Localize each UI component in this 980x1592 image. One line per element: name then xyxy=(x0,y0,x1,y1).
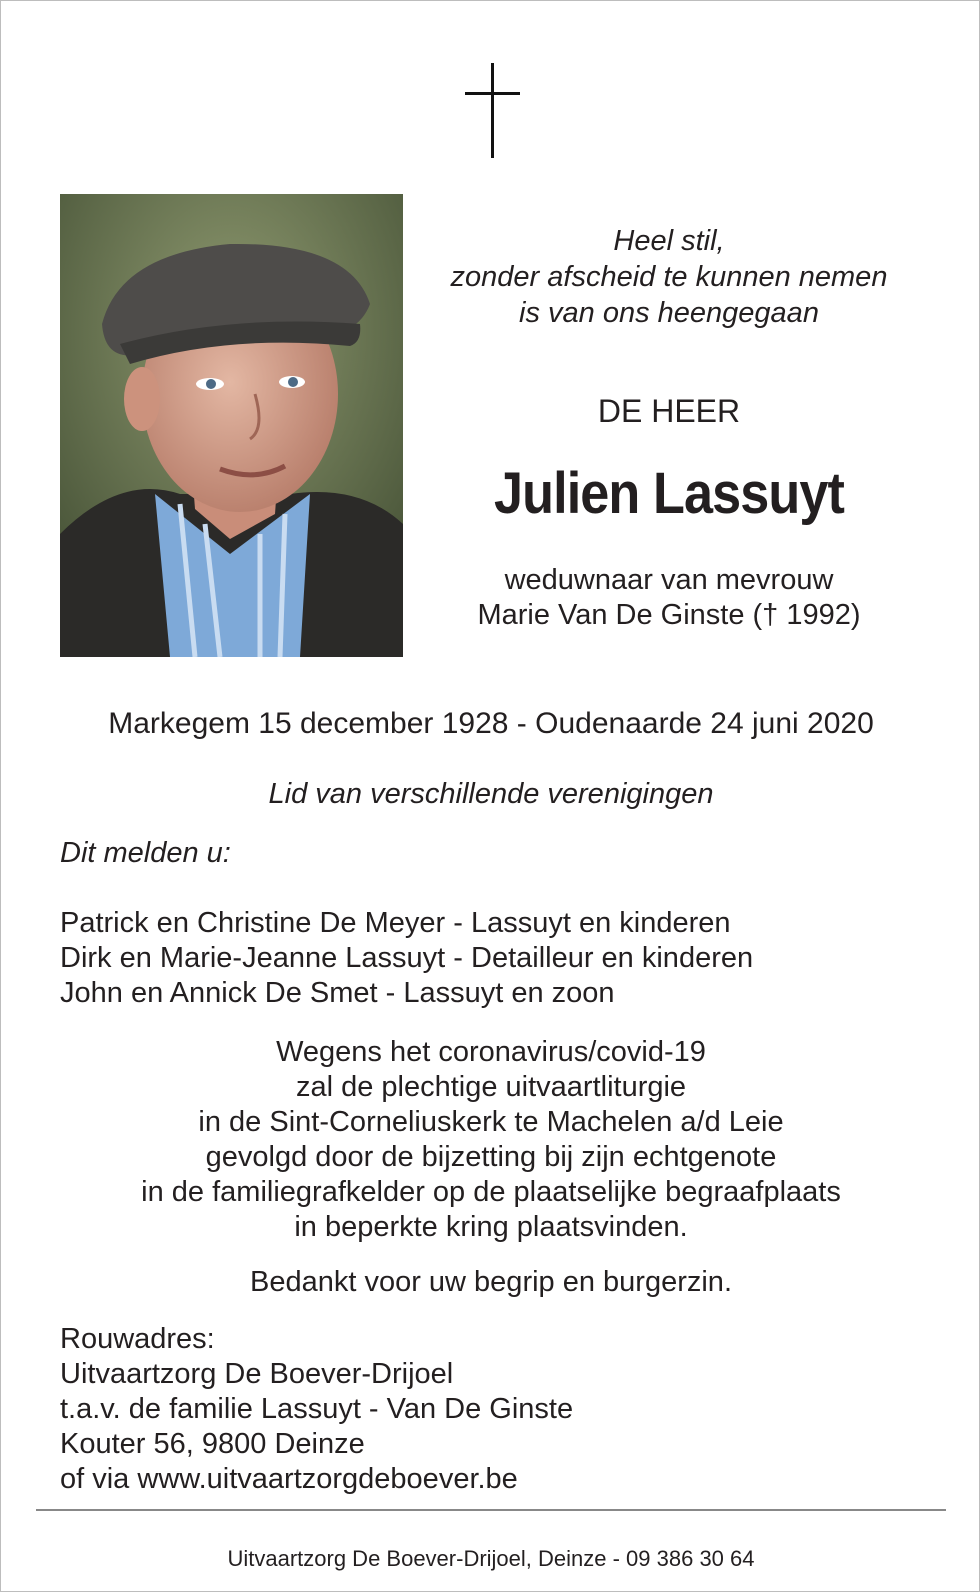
spouse-line-2: Marie Van De Ginste († 1992) xyxy=(477,599,861,631)
deceased-name: Julien Lassuyt xyxy=(493,461,845,526)
family-line: Dirk en Marie-Jeanne Lassuyt - Detailleur en kinderen xyxy=(60,942,754,974)
poem-line: is van ons heengegaan xyxy=(519,297,819,329)
family-line: John en Annick De Smet - Lassuyt en zoon xyxy=(60,977,615,1009)
notice-line: in de familiegrafkelder op de plaatselijke begraafplaats xyxy=(141,1176,841,1208)
thanks-note: Bedankt voor uw begrip en burgerzin. xyxy=(249,1266,732,1298)
announce-heading: Dit melden u: xyxy=(60,837,231,869)
notice-line: in de Sint-Corneliuskerk te Machelen a/d Leie xyxy=(198,1106,784,1138)
poem-line: zonder afscheid te kunnen nemen xyxy=(450,261,888,293)
poem xyxy=(409,223,929,331)
footer-divider xyxy=(36,1509,946,1511)
footer-contact: Uitvaartzorg De Boever-Drijoel, Deinze - 09 386 30 64 xyxy=(227,1546,755,1571)
address-line: Uitvaartzorg De Boever-Drijoel xyxy=(60,1358,454,1390)
address-line: Kouter 56, 9800 Deinze xyxy=(60,1428,365,1460)
deceased-title: DE HEER xyxy=(597,393,741,429)
membership-note: Lid van verschillende verenigingen xyxy=(268,778,714,810)
mourning-address xyxy=(60,1322,940,1497)
notice-line: Wegens het coronavirus/covid-19 xyxy=(276,1036,706,1068)
family-list xyxy=(60,906,940,1011)
spouse-line-1: weduwnaar van mevrouw xyxy=(504,564,834,596)
spouse-info xyxy=(409,563,929,633)
notice-line: zal de plechtige uitvaartliturgie xyxy=(295,1071,687,1103)
portrait-photo xyxy=(60,194,403,657)
notice-line: gevolgd door de bijzetting bij zijn echtgenote xyxy=(205,1141,777,1173)
address-label: Rouwadres: xyxy=(60,1323,215,1355)
notice-line: in beperkte kring plaatsvinden. xyxy=(294,1211,688,1243)
funeral-notice xyxy=(41,1035,941,1245)
poem-line: Heel stil, xyxy=(613,225,725,257)
family-line: Patrick en Christine De Meyer - Lassuyt en kinderen xyxy=(60,907,731,939)
cross-icon xyxy=(465,63,520,158)
address-website: of via www.uitvaartzorgdeboever.be xyxy=(60,1463,518,1495)
address-line: t.a.v. de familie Lassuyt - Van De Ginste xyxy=(60,1393,574,1425)
life-dates: Markegem 15 december 1928 - Oudenaarde 24 juni 2020 xyxy=(108,707,874,740)
